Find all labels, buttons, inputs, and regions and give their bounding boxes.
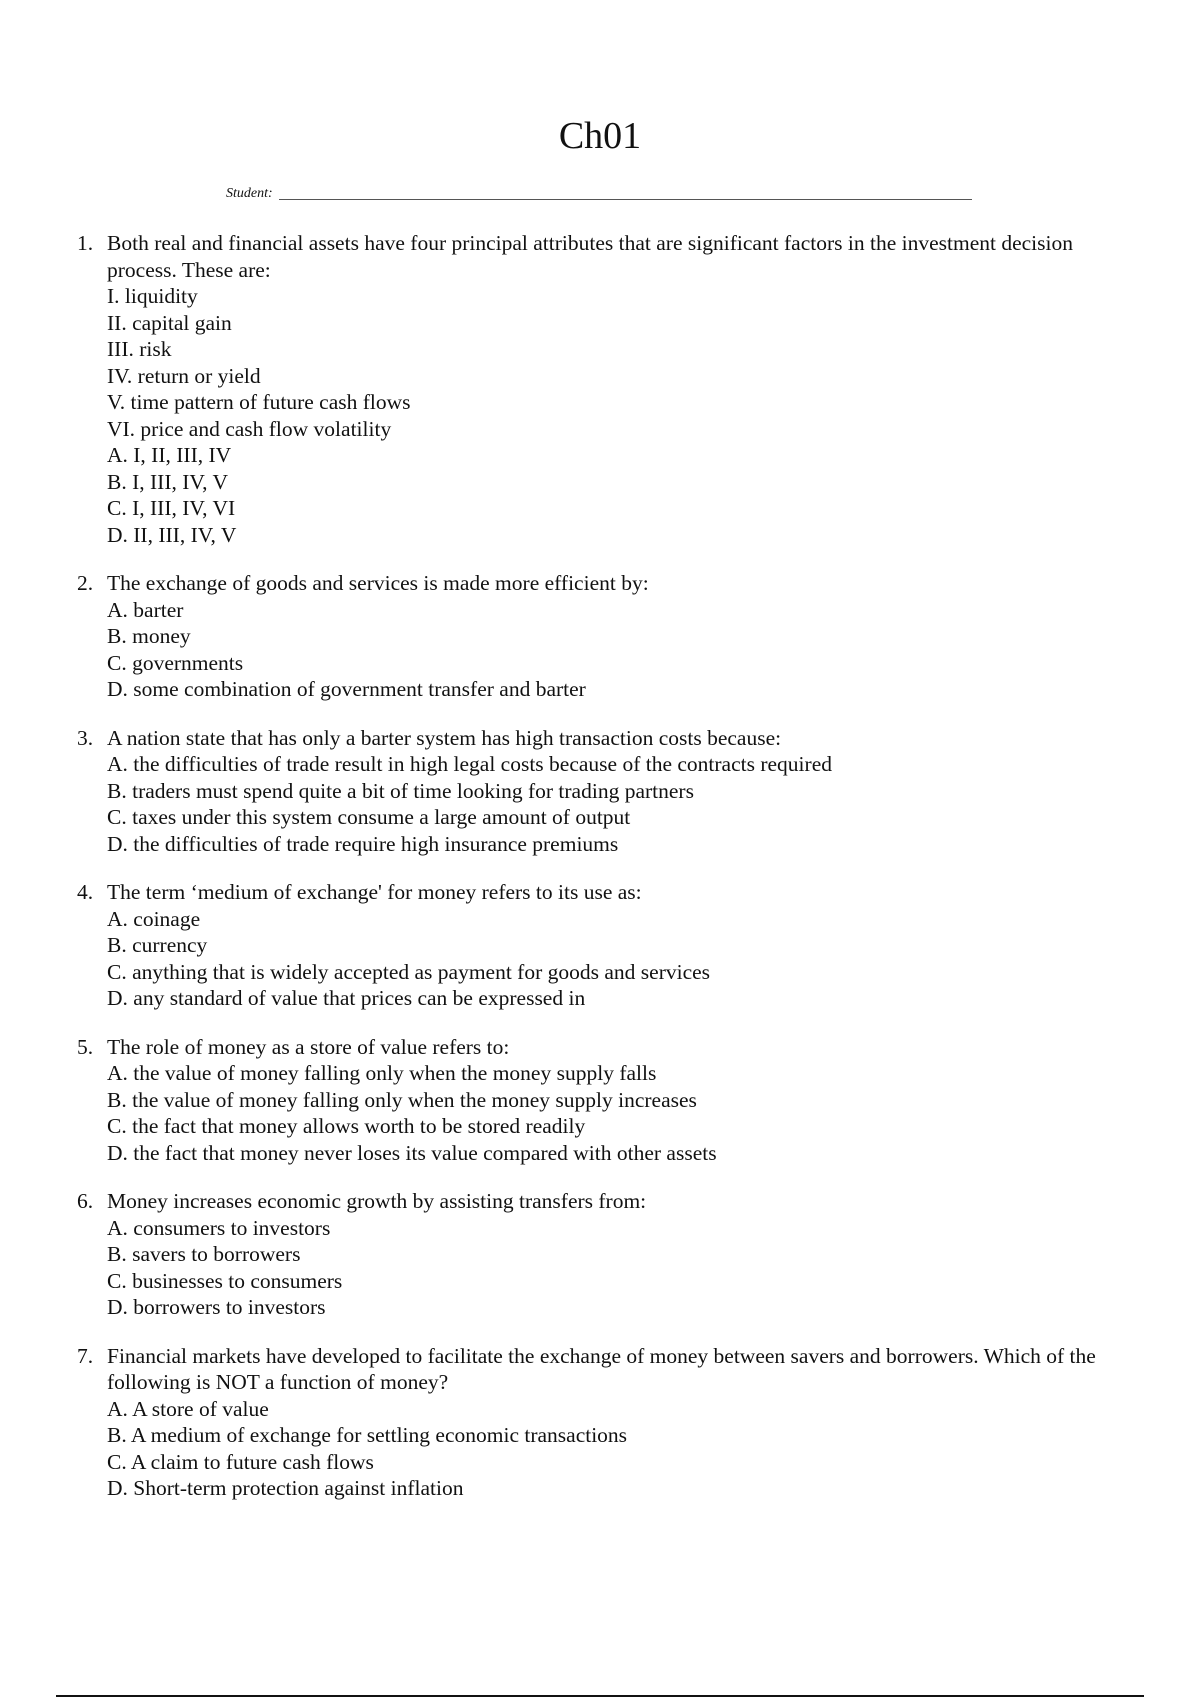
answer-option: D. any standard of value that prices can be expressed in — [107, 986, 586, 1010]
question-6 — [60, 1188, 1120, 1321]
answer-option: A. A store of value — [107, 1396, 269, 1421]
answer-option: C. taxes under this system consume a large amount of output — [107, 805, 631, 829]
question-text: The role of money as a store of value refers to: — [107, 1034, 510, 1059]
answer-option: A. coinage — [107, 906, 201, 931]
answer-option: C. anything that is widely accepted as payment for goods and services — [107, 959, 711, 984]
question-number: 4. — [77, 880, 94, 904]
answer-option: A. the difficulties of trade result in high legal costs because of the contracts required — [107, 752, 832, 776]
question-body — [107, 570, 1120, 703]
question-number: 3. — [77, 725, 94, 750]
student-field — [226, 183, 972, 203]
answer-option: C. I, III, IV, VI — [107, 496, 236, 520]
question-3 — [60, 725, 1120, 858]
answer-option: B. A medium of exchange for settling economic transactions — [107, 1423, 628, 1447]
answer-option: D. the fact that money never loses its value compared with other assets — [107, 1140, 717, 1165]
answer-option: B. currency — [107, 933, 208, 957]
answer-option: A. consumers to investors — [107, 1215, 331, 1240]
question-number: 5. — [77, 1034, 94, 1059]
question-body — [107, 1034, 1120, 1167]
question-7 — [60, 1343, 1120, 1502]
question-list — [60, 230, 1120, 1524]
question-2 — [60, 570, 1120, 703]
answer-option: C. governments — [107, 650, 244, 675]
answer-option: A. I, II, III, IV — [107, 443, 232, 467]
student-name-line — [279, 199, 972, 200]
question-body — [107, 879, 1120, 1012]
answer-option: C. the fact that money allows worth to be stored readily — [107, 1114, 586, 1138]
statement-item: II. capital gain — [107, 310, 232, 335]
statement-item: I. liquidity — [107, 284, 198, 308]
question-number: 2. — [77, 571, 94, 595]
answer-option: B. money — [107, 624, 191, 648]
question-text: A nation state that has only a barter system has high transaction costs because: — [107, 725, 782, 750]
statement-item: V. time pattern of future cash flows — [107, 390, 411, 414]
answer-option: D. II, III, IV, V — [107, 522, 237, 547]
answer-option: B. traders must spend quite a bit of time looking for trading partners — [107, 778, 694, 803]
question-4 — [60, 879, 1120, 1012]
statement-item: IV. return or yield — [107, 363, 261, 388]
question-number: 1. — [77, 231, 94, 255]
page-title: Ch01 — [558, 115, 642, 157]
answer-option: B. the value of money falling only when the money supply increases — [107, 1087, 697, 1112]
answer-option: D. borrowers to investors — [107, 1295, 326, 1319]
question-body — [107, 1343, 1120, 1502]
answer-option: C. A claim to future cash flows — [107, 1449, 374, 1474]
question-text: The term ‘medium of exchange' for money refers to its use as: — [107, 880, 642, 904]
answer-option: D. Short-term protection against inflation — [107, 1476, 464, 1500]
question-text: Both real and financial assets have four principal attributes that are significant factors in the investment decision process. These are: — [107, 231, 1073, 282]
page-bottom-rule — [56, 1695, 1144, 1697]
question-text: Money increases economic growth by assisting transfers from: — [107, 1189, 647, 1213]
answer-option: A. barter — [107, 597, 184, 622]
question-body — [107, 725, 1120, 858]
statement-item: VI. price and cash flow volatility — [107, 416, 392, 441]
student-label: Student: — [226, 186, 273, 201]
answer-option: D. some combination of government transfer and barter — [107, 677, 586, 701]
question-number: 6. — [77, 1189, 94, 1213]
answer-option: B. savers to borrowers — [107, 1242, 301, 1266]
answer-option: D. the difficulties of trade require high insurance premiums — [107, 831, 619, 856]
question-body — [107, 230, 1120, 548]
question-body — [107, 1188, 1120, 1321]
question-1 — [60, 230, 1120, 548]
question-5 — [60, 1034, 1120, 1167]
question-number: 7. — [77, 1343, 94, 1368]
answer-option: C. businesses to consumers — [107, 1268, 343, 1293]
answer-option: A. the value of money falling only when the money supply falls — [107, 1061, 657, 1085]
statement-item: III. risk — [107, 337, 172, 361]
question-text: The exchange of goods and services is made more efficient by: — [107, 571, 649, 595]
question-text: Financial markets have developed to facilitate the exchange of money between savers and borrowers. Which of the following is NOT a function of money? — [107, 1343, 1096, 1394]
answer-option: B. I, III, IV, V — [107, 469, 229, 494]
